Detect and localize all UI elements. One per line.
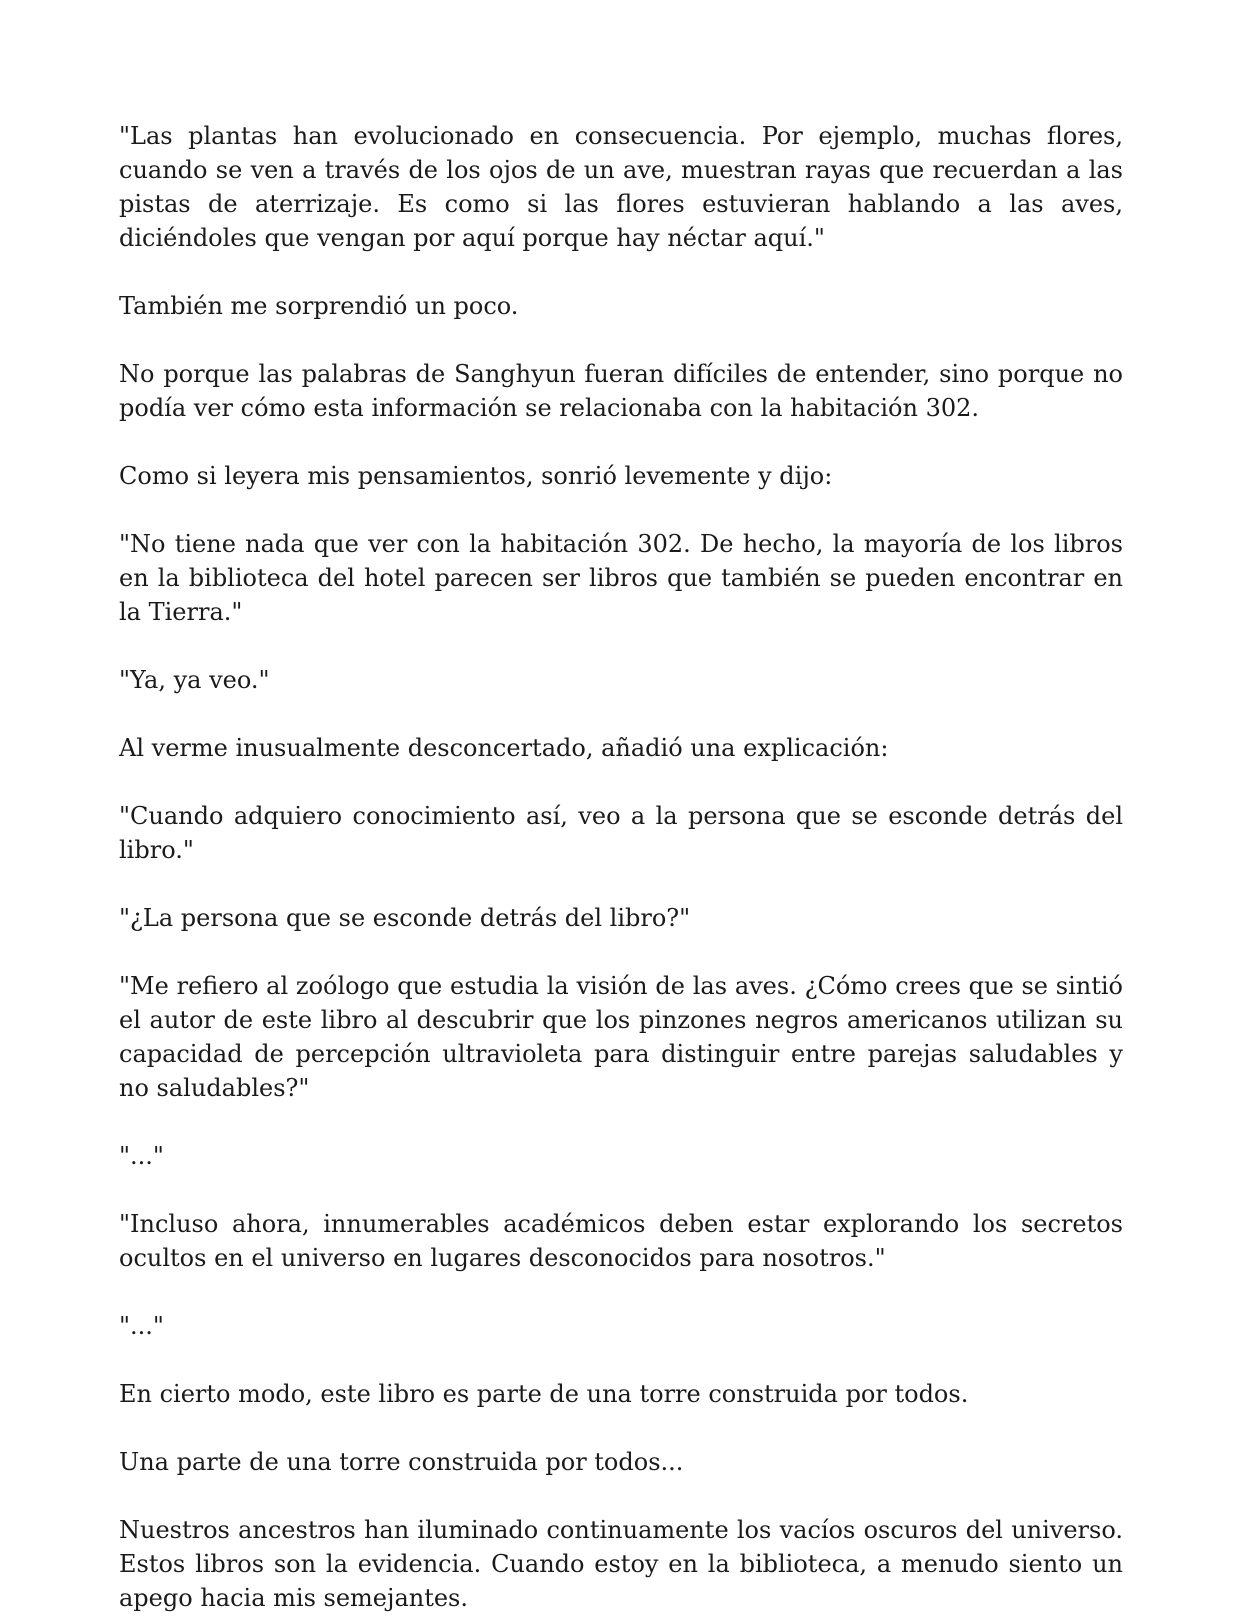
paragraph-2: También me sorprendió un poco. — [119, 292, 519, 320]
paragraph-14: En cierto modo, este libro es parte de una torre construida por todos. — [119, 1380, 969, 1408]
paragraph-16: Nuestros ancestros han iluminado continuamente los vacíos oscuros del universo. Estos libros son la evidencia. Cuando estoy en la biblioteca, a menudo siento un apego hacia mis semejantes. — [119, 1516, 1123, 1612]
page-text — [119, 119, 1123, 1617]
paragraph-3: No porque las palabras de Sanghyun fueran difíciles de entender, sino porque no podía ver cómo esta información se relacionaba con la habitación 302. — [119, 360, 1123, 422]
paragraph-10: "Me refiero al zoólogo que estudia la visión de las aves. ¿Cómo crees que se sintió el autor de este libro al descubrir que los pinzones negros americanos utilizan su capacidad de percepción ultravioleta para distinguir entre parejas saludables y no saludables?" — [119, 972, 1123, 1102]
paragraph-15: Una parte de una torre construida por todos... — [119, 1448, 684, 1476]
paragraph-13: "..." — [119, 1312, 164, 1340]
paragraph-11: "..." — [119, 1142, 164, 1170]
paragraph-12: "Incluso ahora, innumerables académicos deben estar explorando los secretos ocultos en el universo en lugares desconocidos para nosotros." — [119, 1210, 1123, 1272]
paragraph-4: Como si leyera mis pensamientos, sonrió levemente y dijo: — [119, 462, 833, 490]
paragraph-6: "Ya, ya veo." — [119, 666, 270, 694]
paragraph-7: Al verme inusualmente desconcertado, añadió una explicación: — [119, 734, 889, 762]
paragraph-1: "Las plantas han evolucionado en consecuencia. Por ejemplo, muchas flores, cuando se ven a través de los ojos de un ave, muestran rayas que recuerdan a las pistas de aterrizaje. Es como si las flores estuvieran hablando a las aves, diciéndoles que vengan por aquí porque hay néctar aquí." — [119, 122, 1123, 252]
paragraph-8: "Cuando adquiero conocimiento así, veo a la persona que se esconde detrás del libro." — [119, 802, 1123, 864]
paragraph-5: "No tiene nada que ver con la habitación 302. De hecho, la mayoría de los libros en la biblioteca del hotel parecen ser libros que también se pueden encontrar en la Tierra." — [119, 530, 1123, 626]
paragraph-9: "¿La persona que se esconde detrás del libro?" — [119, 904, 691, 932]
